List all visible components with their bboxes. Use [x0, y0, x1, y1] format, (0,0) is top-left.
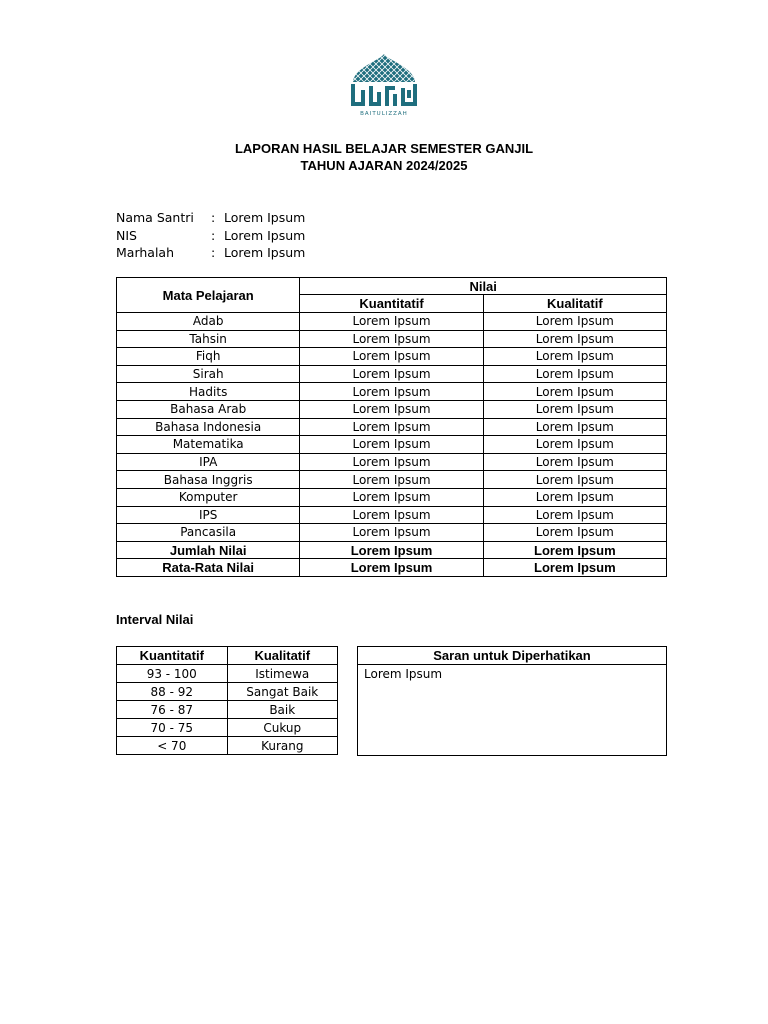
grade-row: [117, 313, 667, 331]
grade-cell-kual: Lorem Ipsum: [483, 488, 666, 506]
interval-cell-range: 93 - 100: [117, 665, 228, 683]
grade-cell-kuant: Lorem Ipsum: [300, 400, 483, 418]
grade-cell-subject: IPS: [117, 506, 300, 524]
grade-cell-subject: Bahasa Indonesia: [117, 418, 300, 436]
total-cell-subject: Jumlah Nilai: [117, 541, 300, 559]
grade-cell-kuant: Lorem Ipsum: [300, 453, 483, 471]
total-cell-subject: Rata-Rata Nilai: [117, 559, 300, 577]
grade-cell-kual: Lorem Ipsum: [483, 524, 666, 542]
header-nilai: Nilai: [300, 278, 667, 295]
grade-row: [117, 383, 667, 401]
interval-row: [117, 683, 338, 701]
info-row-marhalah: [116, 244, 305, 262]
info-label: NIS: [116, 227, 137, 243]
grade-row: [117, 524, 667, 542]
info-colon: :: [211, 245, 216, 261]
interval-row: [117, 719, 338, 737]
report-title: LAPORAN HASIL BELAJAR SEMESTER GANJIL: [234, 141, 534, 156]
grade-cell-subject: Bahasa Inggris: [117, 471, 300, 489]
interval-cell-grade: Cukup: [227, 719, 337, 737]
interval-row: [117, 737, 338, 755]
grade-cell-kual: Lorem Ipsum: [483, 348, 666, 366]
grade-cell-kual: Lorem Ipsum: [483, 313, 666, 331]
grade-cell-kuant: Lorem Ipsum: [300, 436, 483, 454]
grade-row: [117, 488, 667, 506]
grade-cell-kuant: Lorem Ipsum: [300, 471, 483, 489]
info-colon: :: [211, 210, 216, 226]
logo-wordmark: BAITULIZZAH: [360, 111, 408, 117]
info-colon: :: [211, 227, 216, 243]
interval-cell-grade: Kurang: [227, 737, 337, 755]
interval-cell-range: 70 - 75: [117, 719, 228, 737]
grade-cell-subject: IPA: [117, 453, 300, 471]
interval-cell-grade: Sangat Baik: [227, 683, 337, 701]
grade-cell-subject: Bahasa Arab: [117, 400, 300, 418]
grade-row: [117, 418, 667, 436]
grade-cell-subject: Fiqh: [117, 348, 300, 366]
grade-cell-subject: Matematika: [117, 436, 300, 454]
grade-cell-subject: Tahsin: [117, 330, 300, 348]
grade-row: [117, 471, 667, 489]
grade-cell-subject: Sirah: [117, 365, 300, 383]
interval-header-kualitatif: Kualitatif: [227, 647, 337, 665]
saran-box: [357, 646, 667, 756]
interval-cell-range: < 70: [117, 737, 228, 755]
interval-row: [117, 701, 338, 719]
interval-cell-range: 76 - 87: [117, 701, 228, 719]
grade-cell-kuant: Lorem Ipsum: [300, 348, 483, 366]
info-label: Marhalah: [116, 245, 175, 261]
grade-cell-kual: Lorem Ipsum: [483, 418, 666, 436]
grade-cell-kuant: Lorem Ipsum: [300, 418, 483, 436]
info-value: Lorem Ipsum: [224, 210, 306, 226]
grade-cell-kual: Lorem Ipsum: [483, 383, 666, 401]
interval-cell-grade: Istimewa: [227, 665, 337, 683]
grade-cell-kuant: Lorem Ipsum: [300, 506, 483, 524]
grade-cell-subject: Komputer: [117, 488, 300, 506]
grade-cell-kual: Lorem Ipsum: [483, 330, 666, 348]
grade-cell-kual: Lorem Ipsum: [483, 453, 666, 471]
interval-cell-grade: Baik: [227, 701, 337, 719]
total-cell-kuant: Lorem Ipsum: [300, 541, 483, 559]
info-label: Nama Santri: [116, 210, 194, 226]
info-row-nis: [116, 227, 305, 245]
grade-row: [117, 400, 667, 418]
total-cell-kual: Lorem Ipsum: [483, 559, 666, 577]
grade-cell-kuant: Lorem Ipsum: [300, 365, 483, 383]
header-kuantitatif: Kuantitatif: [300, 295, 483, 313]
header-kualitatif: Kualitatif: [483, 295, 666, 313]
grade-cell-kuant: Lorem Ipsum: [300, 313, 483, 331]
info-row-nama: [116, 209, 305, 227]
total-cell-kual: Lorem Ipsum: [483, 541, 666, 559]
student-info: [116, 209, 305, 262]
grade-cell-kuant: Lorem Ipsum: [300, 524, 483, 542]
grade-row: [117, 453, 667, 471]
info-value: Lorem Ipsum: [224, 227, 306, 243]
grade-row: [117, 506, 667, 524]
interval-title: Interval Nilai: [116, 612, 194, 627]
grade-cell-kuant: Lorem Ipsum: [300, 330, 483, 348]
report-subtitle: TAHUN AJARAN 2024/2025: [300, 158, 468, 173]
grade-cell-subject: Hadits: [117, 383, 300, 401]
grade-cell-kuant: Lorem Ipsum: [300, 488, 483, 506]
grades-table: [116, 277, 667, 577]
grade-row: [117, 330, 667, 348]
interval-header-kuantitatif: Kuantitatif: [117, 647, 228, 665]
info-value: Lorem Ipsum: [224, 245, 306, 261]
grade-cell-kual: Lorem Ipsum: [483, 506, 666, 524]
grade-cell-kual: Lorem Ipsum: [483, 365, 666, 383]
grade-row: [117, 436, 667, 454]
saran-text: Lorem Ipsum: [358, 665, 667, 756]
interval-row: [117, 665, 338, 683]
grade-cell-kual: Lorem Ipsum: [483, 436, 666, 454]
interval-table: [116, 646, 338, 755]
total-row: [117, 541, 667, 559]
header-subject: Mata Pelajaran: [117, 278, 300, 313]
grade-cell-kual: Lorem Ipsum: [483, 400, 666, 418]
saran-title: Saran untuk Diperhatikan: [358, 647, 667, 665]
grade-row: [117, 348, 667, 366]
grade-cell-kual: Lorem Ipsum: [483, 471, 666, 489]
interval-cell-range: 88 - 92: [117, 683, 228, 701]
grade-cell-subject: Adab: [117, 313, 300, 331]
mosque-dome-logo: [349, 52, 419, 118]
grade-row: [117, 365, 667, 383]
grade-cell-kuant: Lorem Ipsum: [300, 383, 483, 401]
grade-cell-subject: Pancasila: [117, 524, 300, 542]
total-cell-kuant: Lorem Ipsum: [300, 559, 483, 577]
total-row: [117, 559, 667, 577]
